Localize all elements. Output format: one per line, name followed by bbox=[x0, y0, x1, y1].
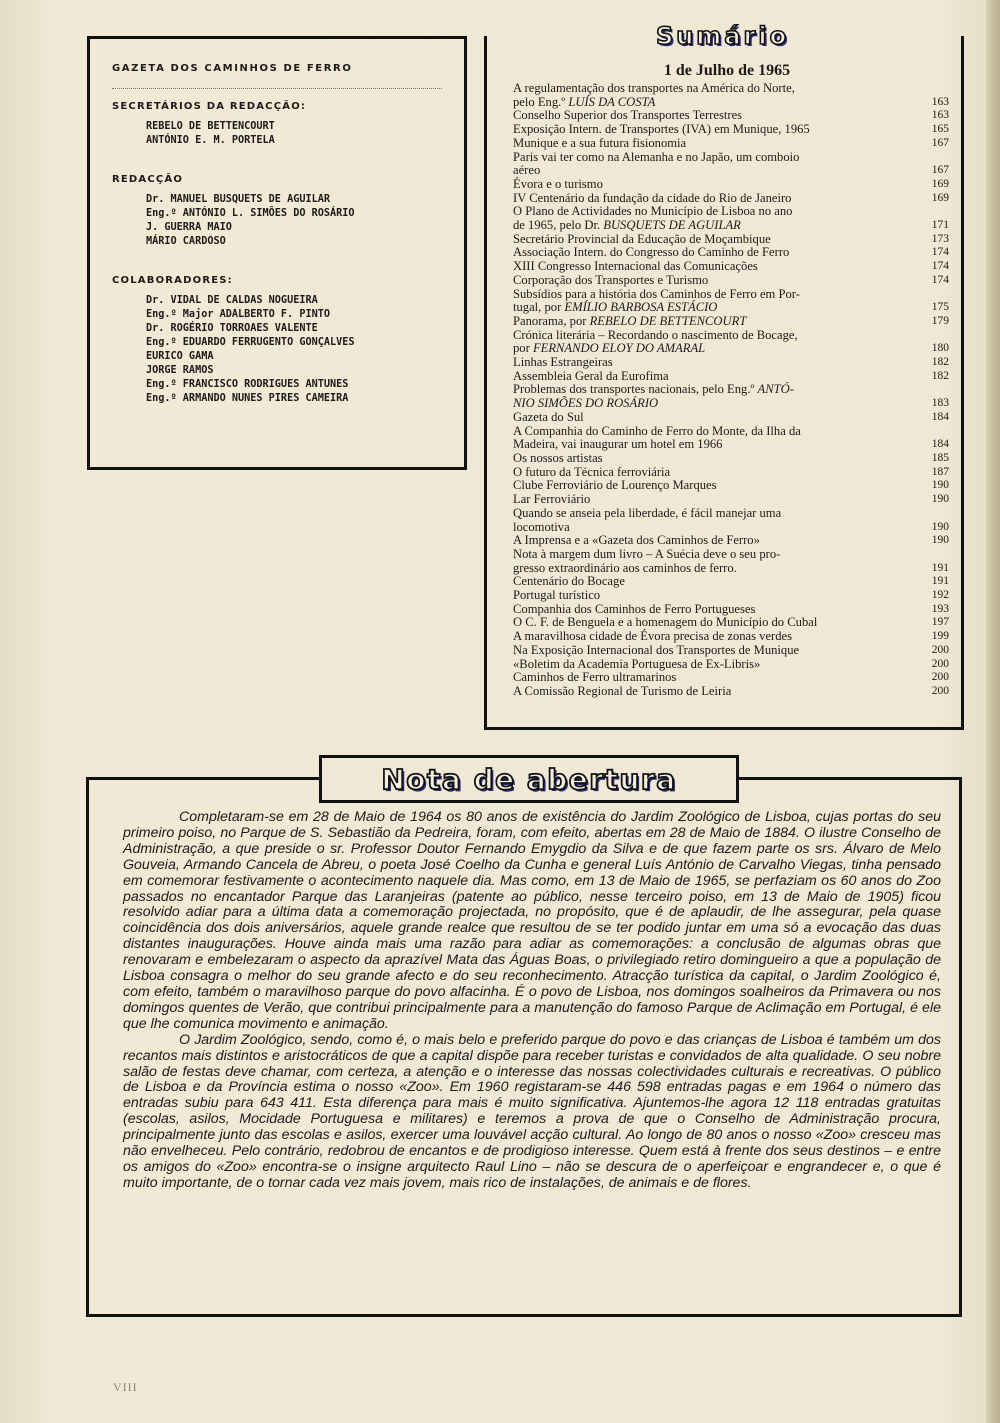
toc-entry bbox=[513, 356, 949, 370]
editorial-list bbox=[112, 193, 442, 249]
toc-entry-title: Paris vai ter como na Alemanha e no Japão, um comboio aéreo bbox=[513, 149, 800, 178]
toc-page-number: 174 bbox=[931, 246, 949, 259]
toc-page-number: 190 bbox=[931, 493, 949, 506]
toc-entry-title: Secretário Provincial da Educação de Moçambique bbox=[513, 231, 771, 246]
toc-entry-title: Companhia dos Caminhos de Ferro Portugueses bbox=[513, 601, 756, 616]
toc-entry bbox=[513, 425, 949, 452]
toc-entry bbox=[513, 658, 949, 672]
toc-entry-title: Munique e a sua futura fisionomia bbox=[513, 135, 687, 150]
toc-page-number: 182 bbox=[931, 369, 949, 382]
toc-page-number: 179 bbox=[931, 314, 949, 327]
toc-entry-title: Portugal turístico bbox=[513, 588, 601, 603]
toc-entry-title: Assembleia Geral da Eurofima bbox=[513, 368, 669, 383]
toc-entry-title: Na Exposição Internacional dos Transportes de Munique bbox=[513, 642, 800, 657]
toc-entry-author: FERNANDO ELOY DO AMARAL bbox=[532, 341, 706, 356]
toc-page-number: 190 bbox=[931, 479, 949, 492]
toc-entry-title: Problemas dos transportes nacionais, pelo Eng.º ANTÓ- NIO SIMÕES DO ROSÁRIO bbox=[513, 382, 794, 411]
toc-entry-title: O C. F. de Benguela e a homenagem do Município do Cubal bbox=[513, 615, 818, 630]
toc-entry bbox=[513, 246, 949, 260]
toc-entry bbox=[513, 192, 949, 206]
contributor-name: Eng.º EDUARDO FERRUGENTO GONÇALVES bbox=[146, 337, 355, 348]
contributors-list bbox=[112, 294, 442, 406]
toc-page-number: 183 bbox=[931, 397, 949, 410]
toc-entry bbox=[513, 151, 949, 178]
toc-entry bbox=[513, 685, 949, 699]
toc-entry-title: Conselho Superior dos Transportes Terrestres bbox=[513, 108, 743, 123]
toc-entry-title: «Boletim da Academia Portuguesa de Ex-Libris» bbox=[513, 656, 761, 671]
note-paragraph: Completaram-se em 28 de Maio de 1964 os 80 anos de existência do Jardim Zoológico de Lisboa, cujas portas do seu primeiro poiso, no Parque de S. Sebastião da Pedreira, foram, com efeito, abertas em 28 de Maio de 1884. O ilustre Conselho de Administração, a que preside o sr. Professor Doutor Fernando Emygdio da Silva e de que fazem parte os srs. Álvaro de Melo Gouveia, Armando Cancela de Abreu, o poeta José Coelho da Cunha e general Luís António de Carvalho Viegas, tinha pensado em comemorar festivamente o acontecimento naquele dia. Mas como, em 13 de Maio de 1965, se perfaziam os 60 anos do Zoo passados no encantador Parque das Laranjeiras (patente ao público, nesse terceiro poiso, em 13 de Maio de 1905) ficou resolvido adiar para a última data a comemoração projectada, no propósito, que é de aplaudir, de lhe assegurar, pela quase coincidência dos dois aniversários, aquele grande realce que resultou de se ter podido juntar em uma só a evocação das duas distantes inaugurações. Houve ainda mais uma razão para adiar as comemorações: a conclusão de algumas obras que renovaram e embelezaram o aspecto da aprazível Mata das Águas Boas, o privilegiado retiro domingueiro a que a população de Lisboa consagra o melhor do seu grande afecto e do seu reconhecimento. Atracção turística da capital, o Jardim Zoológico é, com efeito, também o maravilhoso parque do povo alfacinha. É o povo de Lisboa, nos domingos soalheiros da Primavera ou nos domingos quentes de Verão, que contribui principalmente para a manutenção do famoso Parque de Aclimação em Portugal, é ele que lhe comunica movimento e animação. bbox=[123, 809, 941, 1032]
toc-page-number: 200 bbox=[931, 671, 949, 684]
editor-name: MÁRIO CARDOSO bbox=[146, 236, 226, 247]
toc-page-number: 167 bbox=[931, 136, 949, 149]
toc-entry bbox=[513, 671, 949, 685]
toc-entry-author: EMÍLIO BARBOSA ESTÁCIO bbox=[564, 300, 718, 315]
toc-page-number: 185 bbox=[931, 451, 949, 464]
editorial-note-body bbox=[123, 810, 941, 1192]
toc-entry bbox=[513, 589, 949, 603]
toc-entry-title: Linhas Estrangeiras bbox=[513, 355, 613, 370]
toc-page-number: 200 bbox=[931, 643, 949, 656]
secretaries-list bbox=[112, 120, 442, 148]
editor-name: J. GUERRA MAIO bbox=[146, 222, 232, 233]
toc-page-number: 193 bbox=[931, 602, 949, 615]
toc-page-number: 165 bbox=[931, 123, 949, 136]
toc-entry-title: O Plano de Actividades no Município de Lisboa no ano de 1965, pelo Dr. BUSQUETS DE AGUILAR bbox=[513, 204, 793, 233]
toc-page-number: 184 bbox=[931, 410, 949, 423]
contents-title-tab bbox=[600, 22, 845, 50]
toc-entry bbox=[513, 260, 949, 274]
toc-page-number: 191 bbox=[931, 575, 949, 588]
contributor-name: Dr. ROGÉRIO TORROAES VALENTE bbox=[146, 323, 318, 334]
toc-page-number: 200 bbox=[931, 684, 949, 697]
toc-page-number: 199 bbox=[931, 630, 949, 643]
toc-entry-title: A Imprensa e a «Gazeta dos Caminhos de Ferro» bbox=[513, 533, 760, 548]
toc-entry bbox=[513, 233, 949, 247]
toc-entry-title: Subsídios para a história dos Caminhos de Ferro em Por- tugal, por EMÍLIO BARBOSA ESTÁCIO bbox=[513, 286, 800, 315]
contributor-name: EURICO GAMA bbox=[146, 351, 214, 362]
secretary-name: ANTÓNIO E. M. PORTELA bbox=[146, 135, 275, 146]
editor-name: Dr. MANUEL BUSQUETS DE AGUILAR bbox=[146, 194, 331, 205]
toc-entry-title: Lar Ferroviário bbox=[513, 492, 591, 507]
editor-name: Eng.º ANTÓNIO L. SIMÕES DO ROSÁRIO bbox=[146, 208, 355, 219]
toc-page-number: 163 bbox=[931, 109, 949, 122]
toc-entry bbox=[513, 370, 949, 384]
contributors-heading: COLABORADORES: bbox=[112, 275, 233, 286]
toc-entry-title: XIII Congresso Internacional das Comunicações bbox=[513, 259, 758, 274]
editorial-note-box bbox=[86, 777, 962, 1317]
toc-entry-title: Caminhos de Ferro ultramarinos bbox=[513, 670, 677, 685]
toc-page-number: 191 bbox=[931, 561, 949, 574]
toc-entry bbox=[513, 452, 949, 466]
toc-entry bbox=[513, 205, 949, 232]
issue-date: 1 de Julho de 1965 bbox=[663, 62, 791, 79]
toc-entry bbox=[513, 137, 949, 151]
toc-entry-title: Crónica literária – Recordando o nascimento de Bocage, por FERNANDO ELOY DO AMARAL bbox=[513, 327, 798, 356]
contributor-name: Eng.º FRANCISCO RODRIGUES ANTUNES bbox=[146, 379, 349, 390]
toc-entry bbox=[513, 644, 949, 658]
toc-page-number: 169 bbox=[931, 191, 949, 204]
toc-entry-author: REBELO DE BETTENCOURT bbox=[589, 313, 747, 328]
toc-entry bbox=[513, 329, 949, 356]
editorial-heading: REDACÇÃO bbox=[112, 174, 184, 185]
toc-entry bbox=[513, 411, 949, 425]
contents-title: Sumário bbox=[655, 22, 790, 50]
toc-entry-title: Évora e o turismo bbox=[513, 176, 603, 191]
page-folio: VIII bbox=[113, 1380, 138, 1394]
toc-entry-title: Nota à margem dum livro – A Suécia deve o seu pro- gresso extraordinário aos caminhos de ferro. bbox=[513, 546, 781, 575]
toc-page-number: 197 bbox=[931, 616, 949, 629]
toc-entry-author: BUSQUETS DE AGUILAR bbox=[603, 218, 741, 233]
toc-entry-title: Clube Ferroviário de Lourenço Marques bbox=[513, 478, 717, 493]
contributor-name: Dr. VIDAL DE CALDAS NOGUEIRA bbox=[146, 295, 318, 306]
toc-entry bbox=[513, 315, 949, 329]
secretaries-heading: SECRETÁRIOS DA REDACÇÃO: bbox=[112, 101, 307, 112]
masthead-divider bbox=[112, 88, 442, 89]
toc-page-number: 184 bbox=[931, 438, 949, 451]
toc-entry bbox=[513, 603, 949, 617]
toc-entry-title: A Companhia do Caminho de Ferro do Monte, da Ilha da Madeira, vai inaugurar um hotel em 1966 bbox=[513, 423, 801, 452]
contributor-name: JORGE RAMOS bbox=[146, 365, 214, 376]
toc-entry-author: LUÍS DA COSTA bbox=[568, 94, 656, 109]
secretary-name: REBELO DE BETTENCOURT bbox=[146, 121, 275, 132]
toc-entry bbox=[513, 493, 949, 507]
toc-page-number: 200 bbox=[931, 657, 949, 670]
toc-entry bbox=[513, 507, 949, 534]
toc-page-number: 174 bbox=[931, 260, 949, 273]
editorial-note-title-tab bbox=[319, 755, 739, 803]
toc-entry bbox=[513, 274, 949, 288]
contributor-name: Eng.º Major ADALBERTO F. PINTO bbox=[146, 309, 331, 320]
masthead-box bbox=[87, 36, 467, 470]
editorial-note-title: Nota de abertura bbox=[381, 762, 677, 796]
toc-entry-title: Quando se anseia pela liberdade, é fácil manejar uma locomotiva bbox=[513, 505, 782, 534]
toc-entry bbox=[513, 548, 949, 575]
toc-entry bbox=[513, 534, 949, 548]
toc-entry bbox=[513, 82, 949, 109]
contents-box bbox=[484, 36, 964, 730]
toc-page-number: 174 bbox=[931, 273, 949, 286]
toc-page-number: 163 bbox=[931, 95, 949, 108]
toc-entry-title: Gazeta do Sul bbox=[513, 409, 584, 424]
toc-page-number: 192 bbox=[931, 589, 949, 602]
toc-entry bbox=[513, 178, 949, 192]
toc-entry bbox=[513, 288, 949, 315]
toc-entry-author: ANTÓ- NIO SIMÕES DO ROSÁRIO bbox=[513, 382, 794, 411]
toc-entry bbox=[513, 466, 949, 480]
toc-entry-title: A Comissão Regional de Turismo de Leiria bbox=[513, 683, 732, 698]
toc-entry-title: A maravilhosa cidade de Évora precisa de zonas verdes bbox=[513, 629, 793, 644]
toc-page-number: 171 bbox=[931, 219, 949, 232]
toc-page-number: 173 bbox=[931, 232, 949, 245]
toc-entry-title: IV Centenário da fundação da cidade do Rio de Janeiro bbox=[513, 190, 792, 205]
toc-page-number: 182 bbox=[931, 356, 949, 369]
toc-page-number: 190 bbox=[931, 520, 949, 533]
toc-entry-title: Centenário do Bocage bbox=[513, 574, 625, 589]
toc-entry-title: Os nossos artistas bbox=[513, 450, 603, 465]
toc-entry-title: Panorama, por REBELO DE BETTENCOURT bbox=[513, 313, 747, 328]
toc-page-number: 180 bbox=[931, 342, 949, 355]
toc-page-number: 175 bbox=[931, 301, 949, 314]
toc-entry bbox=[513, 383, 949, 410]
toc-entry-title: O futuro da Técnica ferroviária bbox=[513, 464, 671, 479]
toc-page-number: 187 bbox=[931, 465, 949, 478]
toc-entry-title: A regulamentação dos transportes na América do Norte, pelo Eng.º LUÍS DA COSTA bbox=[513, 81, 795, 109]
toc-page-number: 169 bbox=[931, 177, 949, 190]
publication-name: GAZETA DOS CAMINHOS DE FERRO bbox=[112, 63, 353, 74]
toc-entry bbox=[513, 479, 949, 493]
toc-entry bbox=[513, 109, 949, 123]
contributor-name: Eng.º ARMANDO NUNES PIRES CAMEIRA bbox=[146, 393, 349, 404]
toc-entry bbox=[513, 616, 949, 630]
toc-entry bbox=[513, 575, 949, 589]
toc-entry-title: Exposição Intern. de Transportes (IVA) em Munique, 1965 bbox=[513, 122, 810, 137]
toc-entry bbox=[513, 630, 949, 644]
toc-page-number: 167 bbox=[931, 164, 949, 177]
toc-page-number: 190 bbox=[931, 534, 949, 547]
toc-entry-title: Associação Intern. do Congresso do Caminho de Ferro bbox=[513, 245, 790, 260]
toc-entry bbox=[513, 123, 949, 137]
note-paragraph: O Jardim Zoológico, sendo, como é, o mais belo e preferido parque do povo e das crianças de Lisboa é também um dos recantos mais distintos e aristocráticos de que a capital dispõe para receber turistas e convidados de alta qualidade. O seu nobre salão de festas deve chamar, com certeza, a atenção e o interesse das nossas colectividades culturais e recreativas. O público de Lisboa e da Província estima o nosso «Zoo». Em 1960 registaram-se 446 598 entradas pagas e em 1964 o número das entradas subiu para 643 411. Esta diferença para mais é muito significativa. Ajuntemos-lhe agora 12 118 entradas gratuitas (escolas, asilos, Mocidade Portuguesa e militares) e teremos a prova de que o Conselho de Administração procura, principalmente junto das escolas e asilos, exercer uma louvável acção cultural. Ao longo de 80 anos o nosso «Zoo» cresceu mas não envelheceu. Pelo contrário, redobrou de encantos e de prodigioso interesse. Quem está à frente dos seus destinos – e entre os amigos do «Zoo» encontra-se o insigne arquitecto Raul Lino – não se descura de o aperfeiçoar e engrandecer e, o que é muito importante, de o tornar cada vez mais jovem, mais rico de instalações, de animais e de flores. bbox=[123, 1031, 941, 1191]
toc-entry-title: Corporação dos Transportes e Turismo bbox=[513, 272, 709, 287]
binding-gutter bbox=[986, 0, 1000, 1423]
table-of-contents bbox=[513, 82, 949, 699]
